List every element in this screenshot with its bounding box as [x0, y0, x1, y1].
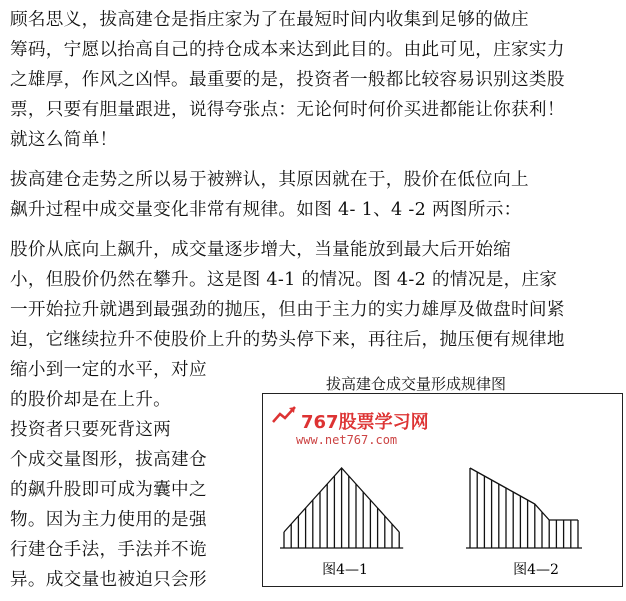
text-line: 就这么简单！ [10, 130, 118, 150]
figure-title: 拔高建仓成交量形成规律图 [326, 375, 507, 393]
watermark-url: www.net767.com [296, 433, 398, 447]
text-line: 拔高建仓走势之所以易于被辨认，其原因就在于，股价在低位向上 [10, 170, 529, 190]
volume-outline [470, 468, 578, 520]
text-line: 飙升过程中成交量变化非常有规律。如图 4- 1、4 -2 两图所示： [10, 200, 522, 220]
text-line: 的飙升股即可成为囊中之 [10, 480, 207, 500]
text-line: 票，只要有胆量跟进，说得夸张点：无论何时何价买进都能让你获利！ [10, 100, 565, 120]
text-line: 顾名思义，拔高建仓是指庄家为了在最短时间内收集到足够的做庄 [10, 10, 529, 30]
text-line: 之雄厚，作风之凶悍。最重要的是，投资者一般都比较容易识别这类股 [10, 70, 565, 90]
text-line: 行建仓手法，手法并不诡 [10, 540, 207, 560]
watermark-title: 767股票学习网 [301, 412, 429, 433]
text-line: 的股价却是在上升。 [10, 390, 172, 410]
chart-4-2 [456, 452, 616, 582]
chart-caption: 图4—1 [322, 562, 368, 578]
text-line: 异。成交量也被迫只会形 [10, 570, 207, 590]
text-line: 一开始拉升就遇到最强劲的抛压，但由于主力的实力雄厚及做盘时间紧 [10, 300, 565, 320]
chart-caption: 图4—2 [513, 562, 559, 578]
text-line: 个成交量图形，拔高建仓 [10, 450, 207, 470]
watermark-logo [271, 404, 297, 426]
text-line: 股价从底向上飙升，成交量逐步增大，当量能放到最大后开始缩 [10, 240, 512, 260]
chart-4-1 [270, 452, 420, 582]
text-line: 物。因为主力使用的是强 [10, 510, 207, 530]
text-line: 小，但股价仍然在攀升。这是图 4-1 的情况。图 4-2 的情况是，庄家 [10, 270, 558, 290]
text-line: 缩小到一定的水平，对应 [10, 360, 207, 380]
text-line: 筹码，宁愿以抬高自己的持仓成本来达到此目的。由此可见，庄家实力 [10, 40, 565, 60]
text-line: 投资者只要死背这两 [10, 420, 172, 440]
text-line: 迫，它继续拉升不使股价上升的势头停下来，再往后，抛压便有规律地 [10, 330, 565, 350]
